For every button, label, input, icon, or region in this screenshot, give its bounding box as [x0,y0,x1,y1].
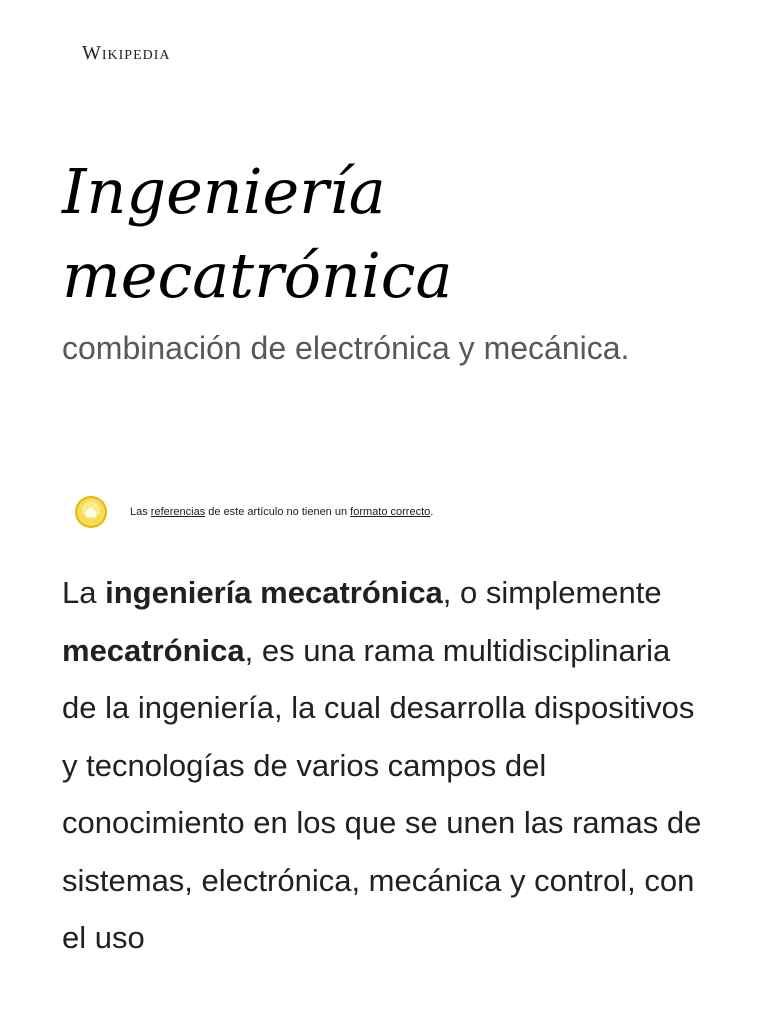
intro-text-2: , o simplemente [442,575,662,610]
notice-text: Las referencias de este artículo no tienen un formato correcto. [130,506,434,518]
bold-term-mecatronica: mecatrónica [62,632,245,668]
link-formato-correcto[interactable]: formato correcto [350,506,431,518]
intro-text-3: , es una rama multidisciplinaria de la ingeniería, la cual desarrolla dispositivos y tecnologías de varios campos del conocimiento en los que se unen las ramas de sistemas, electrónica, mecánica y control, con el uso [62,632,702,955]
article-intro-paragraph [62,564,712,967]
wikipedia-logo[interactable]: Wikipedia [82,42,171,64]
references-notice [74,492,734,532]
warning-badge-icon [74,495,108,529]
bold-term-ingenieria-mecatronica: ingeniería mecatrónica [105,575,443,610]
page-subtitle: combinación de electrónica y mecánica. [62,330,630,366]
page-title: Ingeniería mecatrónica [62,155,453,312]
link-referencias[interactable]: referencias [150,506,206,518]
intro-text-1: La [62,575,106,610]
